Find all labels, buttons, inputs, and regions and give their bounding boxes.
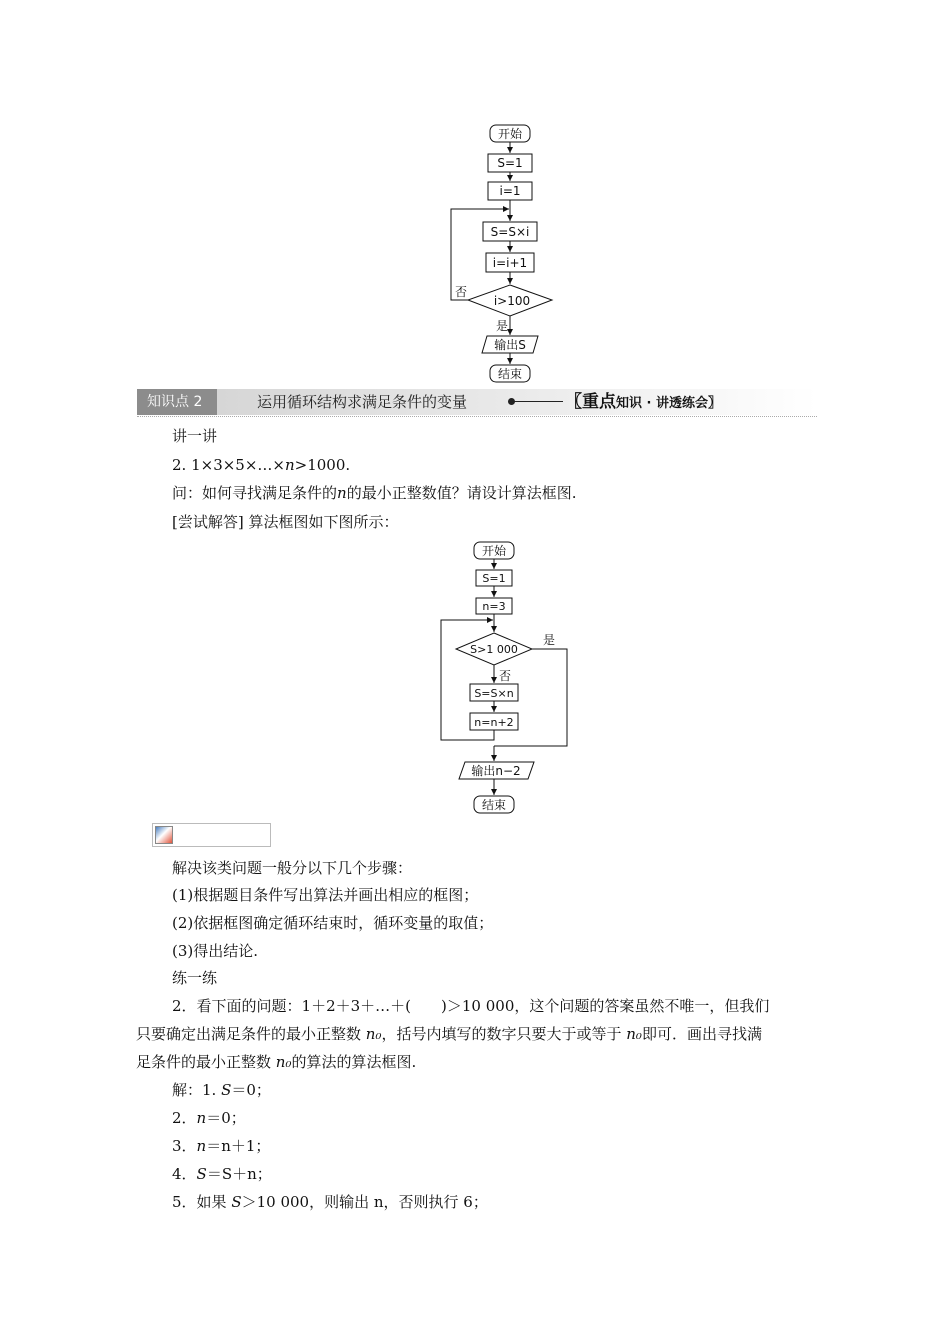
- method-note-image: [152, 823, 271, 847]
- practice-line-2: [136, 1024, 762, 1044]
- line3-prefix: 足条件的最小正整数: [136, 1053, 276, 1071]
- line2-var2: n₀: [626, 1025, 642, 1043]
- fc1-end-text: 结束: [497, 367, 523, 381]
- image-placeholder-icon: [155, 826, 173, 844]
- step-var: S: [196, 1165, 207, 1183]
- section-banner: [137, 389, 817, 415]
- line2-prefix: 只要确定出满足条件的最小正整数: [136, 1025, 366, 1043]
- line2-suffix: ，括号内填写的数字只要大于或等于: [381, 1025, 627, 1043]
- step-prefix: 2．: [172, 1109, 197, 1127]
- problem-statement: [172, 455, 350, 475]
- section-title: 运用循环结构求满足条件的变量: [257, 393, 468, 411]
- step-var: S: [231, 1193, 242, 1211]
- step-prefix: 4．: [172, 1165, 197, 1183]
- section-tag: 知识点 2: [137, 389, 217, 415]
- fc1-no-label: 否: [455, 285, 468, 299]
- problem-prefix: 2. 1×3×5×…×: [172, 456, 285, 474]
- emphasis-sub: 知识 · 讲透练会〗: [616, 396, 721, 411]
- fc2-end-text: 结束: [481, 798, 507, 812]
- banner-rule: [513, 401, 563, 402]
- line2-var: n₀: [365, 1025, 382, 1043]
- line3-var: n₀: [275, 1053, 292, 1071]
- step-var: S: [221, 1081, 232, 1099]
- question-statement: [172, 483, 576, 503]
- practice-heading: 练一练: [172, 969, 218, 987]
- line3-suffix: 的算法的算法框图.: [291, 1053, 417, 1071]
- fc2-s-init-text: S=1: [482, 572, 506, 585]
- step-prefix: 解：1.: [172, 1081, 222, 1099]
- fc1-multiply-text: S=S×i: [490, 225, 530, 239]
- emphasis-main: 〖重点: [565, 392, 616, 412]
- fc1-s-init-text: S=1: [497, 156, 523, 170]
- step-rest: ＝S＋n；: [206, 1165, 272, 1183]
- solution-step: [172, 1192, 488, 1212]
- solution-step: [172, 1136, 270, 1156]
- notes-intro: 解决该类问题一般分以下几个步骤：: [172, 859, 413, 877]
- fc2-increment-text: n=n+2: [474, 716, 514, 729]
- step-var: n: [196, 1137, 207, 1155]
- flowchart-2: [435, 535, 575, 820]
- step-var: n: [196, 1109, 207, 1127]
- section-divider: [137, 416, 817, 417]
- question-prefix: 问：如何寻找满足条件的: [172, 484, 338, 502]
- fc1-increment-text: i=i+1: [492, 256, 528, 270]
- question-var: n: [337, 484, 347, 502]
- line2-end: 即可．画出寻找满: [641, 1025, 762, 1043]
- fc1-output-text: 输出S: [494, 338, 526, 352]
- step-rest: ＞10 000，则输出 n，否则执行 6；: [241, 1193, 488, 1211]
- step-prefix: 3．: [172, 1137, 197, 1155]
- question-suffix: 的最小正整数值？请设计算法框图.: [346, 484, 577, 502]
- fc1-i-init-text: i=1: [499, 184, 521, 198]
- fc1-yes-label: 是: [496, 319, 509, 333]
- flowchart-1: [440, 118, 580, 386]
- fc2-n-init-text: n=3: [482, 600, 506, 613]
- note-step: (3)得出结论.: [172, 942, 259, 960]
- fc2-no-label: 否: [499, 669, 512, 683]
- step-prefix: 5．如果: [172, 1193, 232, 1211]
- fc2-start-text: 开始: [481, 544, 507, 558]
- problem-var: n: [284, 456, 295, 474]
- fc2-condition-text: S>1 000: [470, 643, 518, 656]
- step-rest: ＝n＋1；: [206, 1137, 271, 1155]
- fc1-start-text: 开始: [497, 127, 523, 141]
- practice-line-1: 2．看下面的问题：1＋2＋3＋…＋( )＞10 000，这个问题的答案虽然不唯一，但我们: [172, 997, 770, 1015]
- problem-suffix: >1000.: [294, 456, 351, 474]
- practice-line-3: [136, 1052, 416, 1072]
- solution-step: [172, 1164, 272, 1184]
- fc1-condition-text: i>100: [493, 294, 531, 308]
- step-rest: ＝0；: [231, 1081, 271, 1099]
- note-step: (2)依据框图确定循环结束时，循环变量的取值；: [172, 914, 494, 932]
- fc2-output-text: 输出n−2: [471, 764, 521, 778]
- fc2-yes-label: 是: [543, 633, 556, 647]
- section-emphasis: [565, 389, 721, 417]
- fc2-multiply-text: S=S×n: [474, 687, 514, 700]
- lecture-heading: 讲一讲: [172, 427, 218, 445]
- solution-step: [172, 1108, 246, 1128]
- step-rest: ＝0；: [206, 1109, 246, 1127]
- note-step: (1)根据题目条件写出算法并画出相应的框图；: [172, 886, 479, 904]
- solution-step: [172, 1080, 271, 1100]
- answer-intro: [尝试解答] 算法框图如下图所示：: [172, 513, 399, 531]
